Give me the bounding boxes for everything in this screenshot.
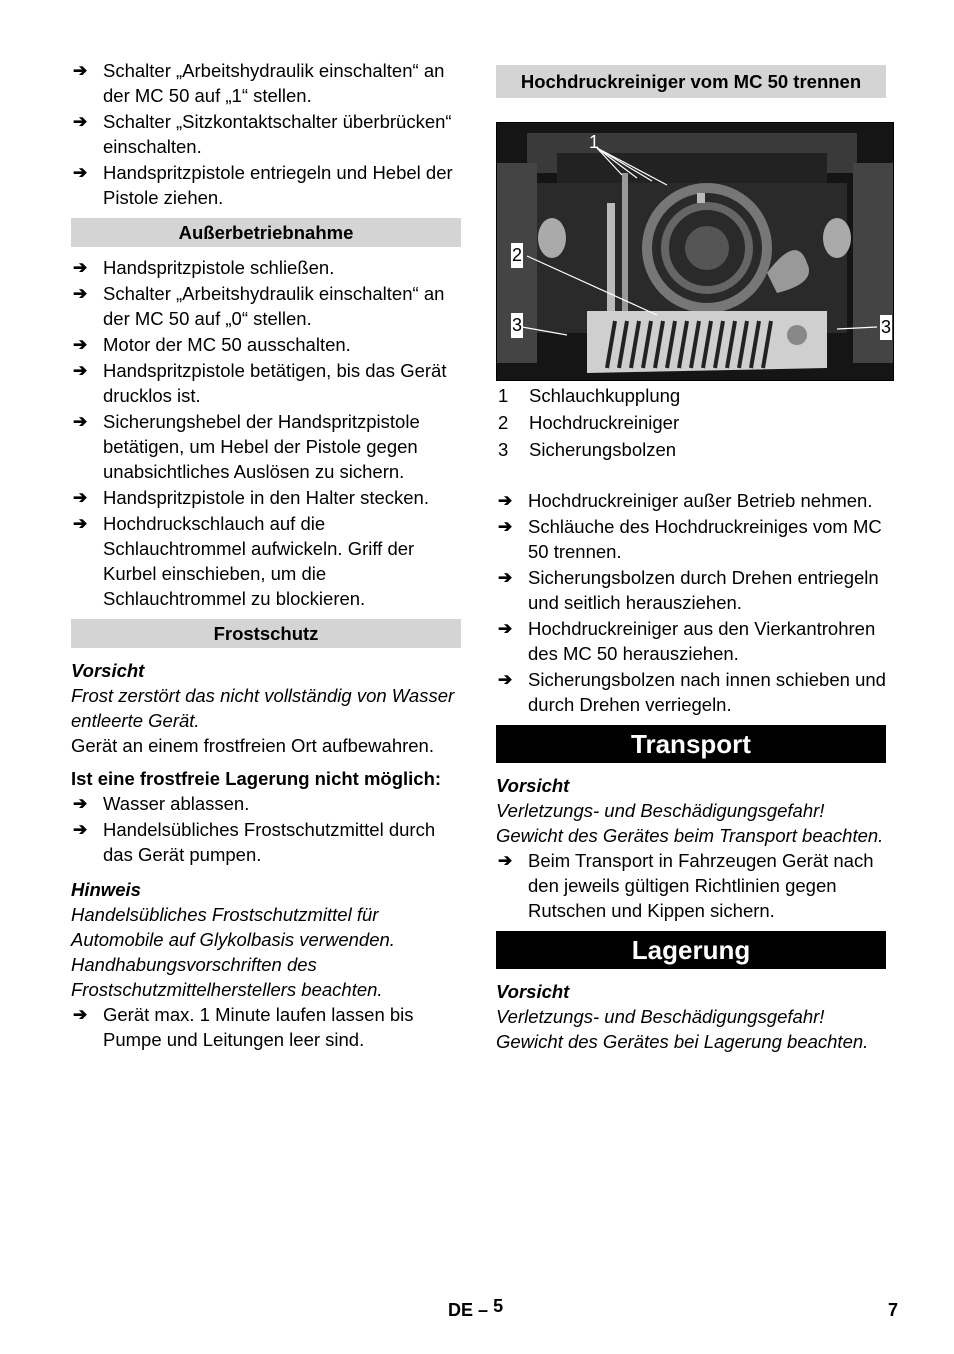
caution-text: Frost zerstört das nicht vollständig von Wasser entleerte Gerät.: [71, 685, 455, 731]
step-item: ➔ Beim Transport in Fahrzeugen Gerät nach den jeweils gültigen Richtlinien gegen Rutschen und Kippen sichern.: [498, 850, 874, 921]
caution-label: Vorsicht: [496, 775, 570, 796]
arrow-right-icon: ➔: [73, 61, 88, 80]
body-text: Gerät an einem frostfreien Ort aufbewahren.: [71, 735, 434, 756]
arrow-right-icon: ➔: [73, 488, 88, 507]
callout-2: 2: [511, 243, 523, 268]
step-item: ➔ Handelsübliches Frostschutzmittel durch das Gerät pumpen.: [73, 819, 436, 865]
page-number: 7: [888, 1300, 899, 1320]
transport-steps: [496, 848, 886, 923]
step-item: ➔ Schalter „Arbeitshydraulik einschalten“ an der MC 50 auf „0“ stellen.: [73, 283, 445, 329]
arrow-right-icon: ➔: [73, 412, 88, 431]
section-heading-frostschutz: Frostschutz: [71, 619, 461, 648]
legend-item: 3 Sicherungsbolzen: [498, 439, 677, 460]
step-item: ➔ Handspritzpistole schließen.: [73, 257, 335, 278]
arrow-right-icon: ➔: [73, 112, 88, 131]
arrow-right-icon: ➔: [498, 670, 513, 689]
step-item: ➔ Hochdruckschlauch auf die Schlauchtrommel aufwickeln. Griff der Kurbel einschieben, um die Schlauchtrommel zu blockieren.: [73, 513, 415, 609]
frost-steps: [71, 791, 461, 867]
step-item: ➔ Gerät max. 1 Minute laufen lassen bis Pumpe und Leitungen leer sind.: [73, 1004, 414, 1050]
step-item: ➔ Handspritzpistole betätigen, bis das Gerät drucklos ist.: [73, 360, 447, 406]
subheading: Ist eine frostfreie Lagerung nicht möglich:: [71, 768, 442, 789]
caution-label: Vorsicht: [71, 660, 145, 681]
caution-text: Verletzungs- und Beschädigungsgefahr! Gewicht des Gerätes bei Lagerung beachten.: [496, 1006, 869, 1052]
section-heading-lagerung: Lagerung: [496, 931, 886, 969]
machine-illustration: [497, 123, 893, 380]
caution-text: Verletzungs- und Beschädigungsgefahr! Gewicht des Gerätes beim Transport beachten.: [496, 800, 884, 846]
left-column: [71, 58, 461, 1053]
arrow-right-icon: ➔: [73, 258, 88, 277]
arrow-right-icon: ➔: [73, 361, 88, 380]
arrow-right-icon: ➔: [498, 491, 513, 510]
section-heading-transport: Transport: [496, 725, 886, 763]
right-column: [496, 58, 892, 1054]
step-item: ➔ Sicherungsbolzen nach innen schieben und durch Drehen verriegeln.: [498, 669, 886, 715]
final-steps: [71, 1002, 461, 1052]
section-heading-trennen: Hochdruckreiniger vom MC 50 trennen: [496, 65, 886, 98]
step-item: ➔ Schalter „Sitzkontaktschalter überbrücken“ einschalten.: [73, 111, 452, 157]
note-text: Handelsübliches Frostschutzmittel für Automobile auf Glykolbasis verwenden. Handhabungsvorschriften des Frostschutzmittelherstellers beachten.: [71, 904, 395, 1000]
arrow-right-icon: ➔: [498, 851, 513, 870]
legend-item: 2 Hochdruckreiniger: [498, 412, 680, 433]
step-item: ➔ Hochdruckreiniger außer Betrieb nehmen.: [498, 490, 873, 511]
arrow-right-icon: ➔: [73, 514, 88, 533]
ausser-steps: [71, 255, 461, 611]
callout-1: 1: [589, 132, 600, 152]
legend-item: 1 Schlauchkupplung: [498, 385, 681, 406]
caution-label: Vorsicht: [496, 981, 570, 1002]
step-item: ➔ Motor der MC 50 ausschalten.: [73, 334, 351, 355]
arrow-right-icon: ➔: [73, 1005, 88, 1024]
arrow-right-icon: ➔: [498, 619, 513, 638]
callout-3-right: 3: [880, 315, 892, 340]
step-item: ➔ Sicherungsbolzen durch Drehen entriegeln und seitlich herausziehen.: [498, 567, 879, 613]
step-item: ➔ Hochdruckreiniger aus den Vierkantrohren des MC 50 herausziehen.: [498, 618, 876, 664]
step-item: ➔ Handspritzpistole in den Halter stecken.: [73, 487, 429, 508]
step-item: ➔ Handspritzpistole entriegeln und Hebel der Pistole ziehen.: [73, 162, 453, 208]
arrow-right-icon: ➔: [498, 517, 513, 536]
arrow-right-icon: ➔: [498, 568, 513, 587]
step-item: ➔ Wasser ablassen.: [73, 793, 250, 814]
arrow-right-icon: ➔: [73, 820, 88, 839]
step-item: ➔ Sicherungshebel der Handspritzpistole betätigen, um Hebel der Pistole gegen unabsichtliches Auslösen zu sichern.: [73, 411, 420, 482]
step-item: ➔ Schalter „Arbeitshydraulik einschalten“ an der MC 50 auf „1“ stellen.: [73, 60, 445, 106]
note-label: Hinweis: [71, 879, 141, 900]
arrow-right-icon: ➔: [73, 284, 88, 303]
intro-steps: [71, 58, 461, 210]
arrow-right-icon: ➔: [73, 794, 88, 813]
photo-legend: [496, 383, 886, 462]
section-heading-ausserbetriebnahme: Außerbetriebnahme: [71, 218, 461, 247]
machine-photo: [496, 122, 894, 381]
arrow-right-icon: ➔: [73, 163, 88, 182]
arrow-right-icon: ➔: [73, 335, 88, 354]
callout-3-left: 3: [511, 313, 523, 338]
footer-section-label: DE – 5: [448, 1296, 504, 1320]
trennen-steps: [496, 488, 886, 717]
step-item: ➔ Schläuche des Hochdruckreiniges vom MC 50 trennen.: [498, 516, 882, 562]
